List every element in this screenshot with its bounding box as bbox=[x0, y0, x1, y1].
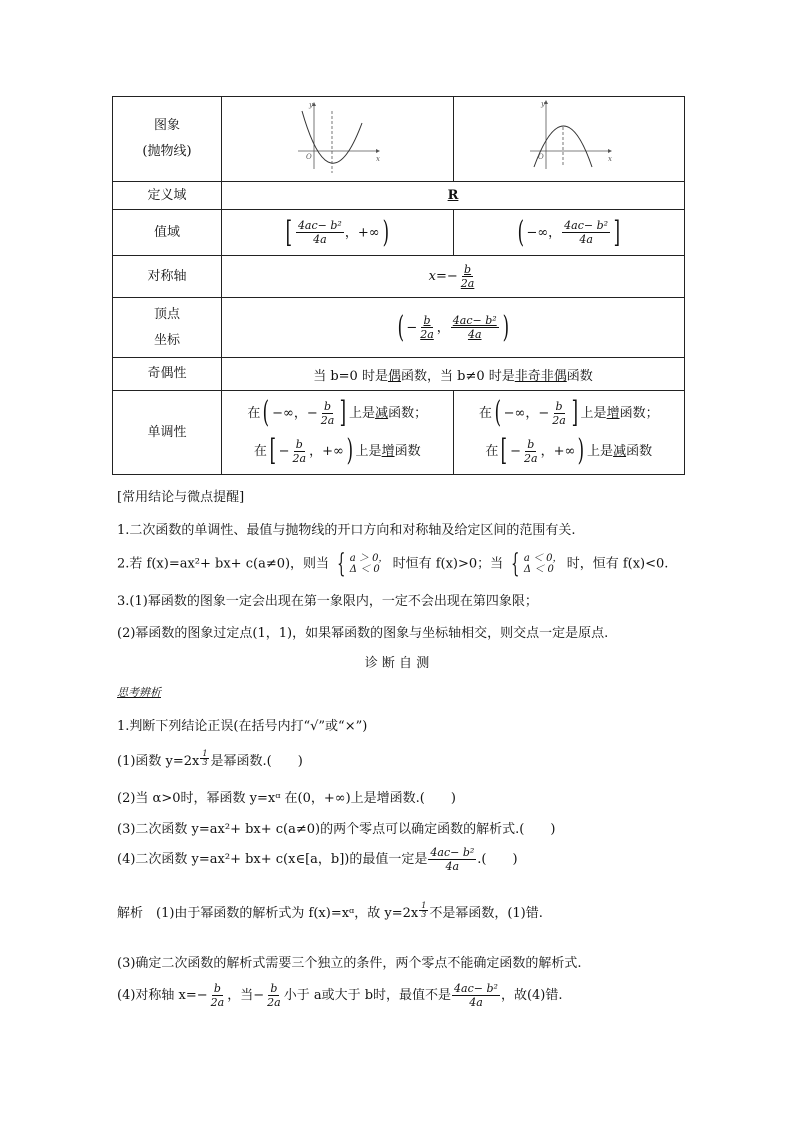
monotonicity-downward: 在( −∞，− $\frac{b}{2a}$ ] 上是增函数； 在[ − $\frac{b}{2a}$ ，+∞) 上是减函数 bbox=[453, 391, 685, 475]
vertex-label-cell: 顶点 坐标 bbox=[113, 298, 222, 358]
svg-text:y: y bbox=[309, 101, 314, 109]
downward-parabola-graph bbox=[524, 97, 614, 177]
question-1-3: (3)二次函数 y=ax²+ bx+ c(a≠0)的两个零点可以确定函数的解析式.( ) bbox=[117, 822, 556, 837]
think-label: 思考辨析 bbox=[117, 686, 161, 699]
quadratic-properties-table bbox=[112, 96, 685, 475]
vertex-value: ( − $\frac{b}{2a}$ ， $\frac{\text{4ac− b²}}{4a}$ ) bbox=[222, 298, 685, 358]
remark-1: 1.二次函数的单调性、最值与抛物线的开口方向和对称轴及给定区间的范围有关. bbox=[117, 523, 576, 538]
svg-text:x: x bbox=[607, 155, 612, 163]
domain-value: R bbox=[222, 182, 685, 210]
axis-label: 对称轴 bbox=[113, 256, 222, 298]
axis-value: x=− $\frac{b}{2a}$ bbox=[222, 256, 685, 298]
monotonicity-upward: 在( −∞，− $\frac{b}{2a}$ ] 上是减函数； 在[ − $\frac{b}{2a}$ ，+∞) 上是增函数 bbox=[222, 391, 454, 475]
range-downward: ( −∞， $\frac{\text{4ac− b²}}{4a}$ ] bbox=[453, 210, 685, 256]
range-upward: [ $\frac{\text{4ac− b²}}{4a}$ ，+∞) bbox=[222, 210, 454, 256]
parity-value: 当 b=0 时是偶函数，当 b≠0 时是非奇非偶函数 bbox=[222, 358, 685, 391]
domain-label: 定义域 bbox=[113, 182, 222, 210]
graph-label: 图象 bbox=[153, 118, 180, 133]
svg-text:O: O bbox=[537, 153, 544, 161]
graph-upward-cell bbox=[222, 97, 454, 182]
answer-3: (3)确定二次函数的解析式需要三个独立的条件，两个零点不能确定函数的解析式. bbox=[117, 956, 582, 971]
graph-label-cell bbox=[113, 97, 222, 182]
graph-label-sub: (抛物线) bbox=[142, 144, 192, 159]
remarks-heading: [常用结论与微点提醒] bbox=[117, 490, 245, 505]
answer-4: (4)对称轴 x=− $\frac{b}{2a}$ ，当− $\frac{b}{2a}$ 小于 a或大于 b时，最值不是 $\frac{\text{4ac− b²}}{4a}$ ，故(4)错. bbox=[117, 982, 563, 1009]
graph-downward-cell bbox=[453, 97, 685, 182]
svg-text:y: y bbox=[540, 100, 545, 108]
question-1-4: (4)二次函数 y=ax²+ bx+ c(x∈[a，b])的最值一定是 $\frac{\text{4ac− b²}}{4a}$ .( ) bbox=[117, 846, 518, 873]
question-1-2: (2)当 α>0时，幂函数 y=xᵅ 在(0，+∞)上是增函数.( ) bbox=[117, 791, 456, 806]
upward-parabola-graph bbox=[292, 97, 382, 177]
remark-2: 2.若 f(x)=ax²+ bx+ c(a≠0)，则当 { a ＞ 0， Δ ＜ 0 时恒有 f(x)>0；当 { a ＜ 0， Δ ＜ 0 时，恒有 f(x)<0. bbox=[117, 549, 669, 579]
range-label: 值域 bbox=[113, 210, 222, 256]
svg-text:x: x bbox=[376, 155, 381, 163]
parity-label: 奇偶性 bbox=[113, 358, 222, 391]
remark-3: 3.(1)幂函数的图象一定会出现在第一象限内，一定不会出现在第四象限； bbox=[117, 594, 538, 609]
question-1: 1.判断下列结论正误(在括号内打“√”或“×”) bbox=[117, 719, 368, 734]
answer-1: 解析 (1)由于幂函数的解析式为 f(x)=xᵅ，故 y=2x $\frac{1}{3}$ 不是幂函数，(1)错. bbox=[117, 901, 543, 921]
section-title: 诊 断 自 测 bbox=[364, 656, 430, 671]
remark-4: (2)幂函数的图象过定点(1，1)，如果幂函数的图象与坐标轴相交，则交点一定是原点. bbox=[117, 626, 609, 641]
svg-text:O: O bbox=[306, 153, 312, 161]
monotonicity-label: 单调性 bbox=[113, 391, 222, 475]
question-1-1: (1)函数 y=2x $\frac{1}{3}$ 是幂函数.( ) bbox=[117, 749, 303, 769]
